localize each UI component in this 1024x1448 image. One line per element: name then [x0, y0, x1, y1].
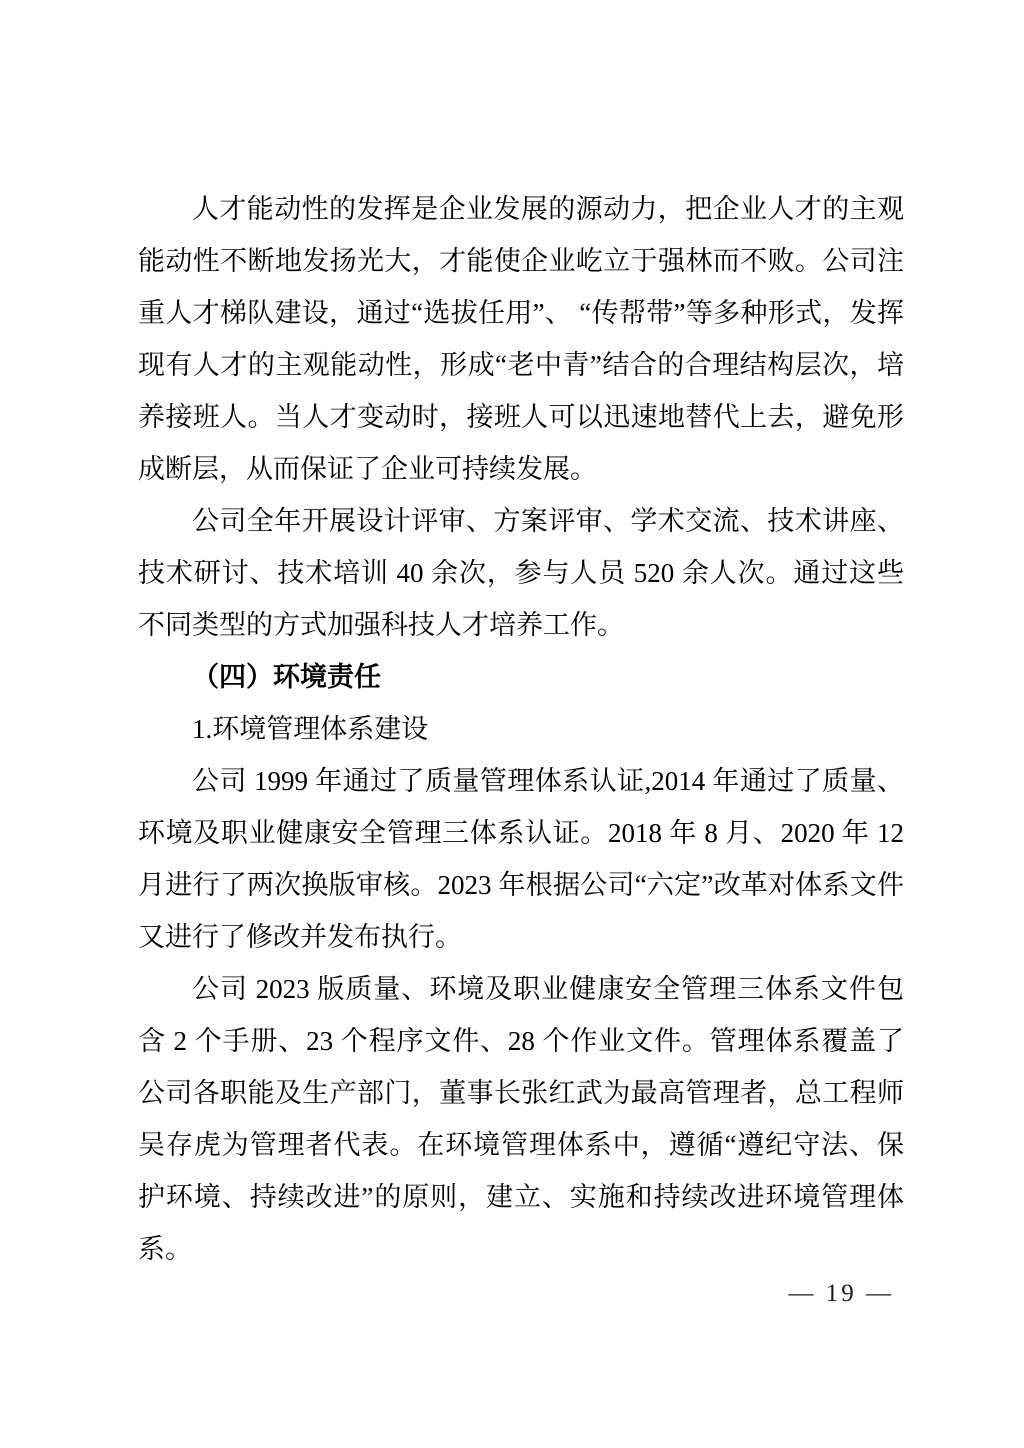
- paragraph-talent-initiative: 人才能动性的发挥是企业发展的源动力，把企业人才的主观能动性不断地发扬光大，才能使企业屹立于强林而不败。公司注重人才梯队建设，通过“选拔任用”、 “传帮带”等多种形式，发挥现有人才的主观能动性，形成“老中青”结合的合理结构层次，培养接班人。当人才变动时，接班人可以迅速地替代上去，避免形成断层，从而保证了企业可持续发展。: [138, 194, 904, 484]
- section-heading-environmental-responsibility: （四）环境责任: [192, 662, 381, 692]
- page-content: [138, 183, 904, 1275]
- subsection-heading-ems-construction: 1.环境管理体系建设: [192, 714, 429, 744]
- paragraph-certification-history: 公司 1999 年通过了质量管理体系认证,2014 年通过了质量、环境及职业健康安全管理三体系认证。2018 年 8 月、2020 年 12 月进行了两次换版审核。2023 年根据公司“六定”改革对体系文件又进行了修改并发布执行。: [138, 766, 904, 952]
- page-number: — 19 —: [788, 1280, 894, 1307]
- paragraph-management-system-documents: 公司 2023 版质量、环境及职业健康安全管理三体系文件包含 2 个手册、23 个程序文件、28 个作业文件。管理体系覆盖了公司各职能及生产部门，董事长张红武为最高管理者，总工程师吴存虎为管理者代表。在环境管理体系中，遵循“遵纪守法、保护环境、持续改进”的原则，建立、实施和持续改进环境管理体系。: [138, 974, 904, 1264]
- paragraph-training-activities: 公司全年开展设计评审、方案评审、学术交流、技术讲座、技术研讨、技术培训 40 余次，参与人员 520 余人次。通过这些不同类型的方式加强科技人才培养工作。: [138, 506, 904, 640]
